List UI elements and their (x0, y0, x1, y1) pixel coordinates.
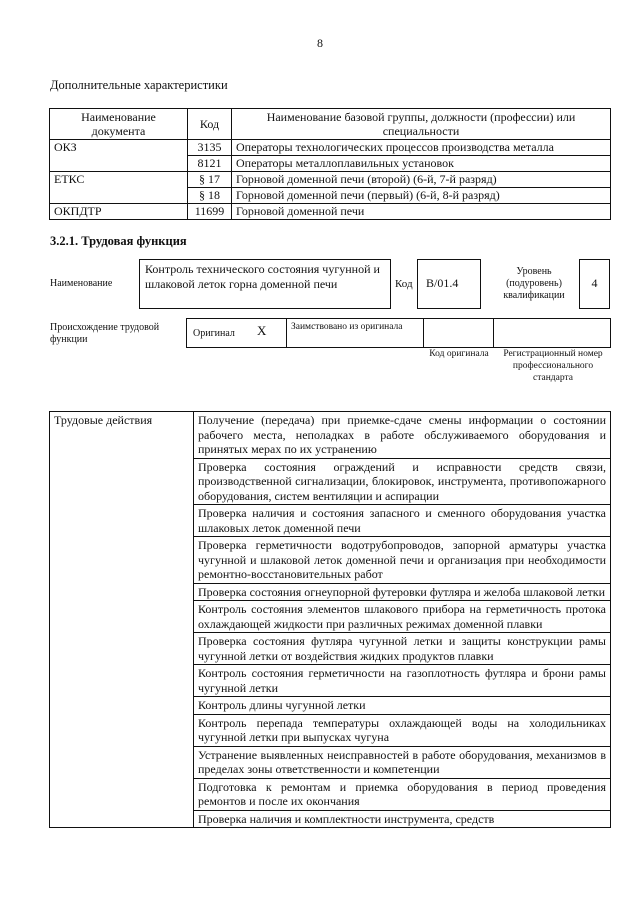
labor-action-item: Контроль состояния элементов шлакового прибора на герметичность протока охлаждающей жидкости при различных режимах доменной плавки (194, 601, 611, 633)
origin-label: Происхождение трудовой функции (50, 322, 160, 345)
name-cell: Операторы металлоплавильных установок (232, 156, 611, 172)
labor-action-item: Проверка состояния футляра чугунной летки и защиты конструкции рамы чугунной летки от воздействия жидких продуктов плавки (194, 633, 611, 665)
level-value: 4 (579, 259, 610, 309)
subsection-title: 3.2.1. Трудовая функция (50, 234, 187, 248)
code-cell: 11699 (188, 204, 232, 220)
labor-action-item: Контроль длины чугунной летки (194, 697, 611, 715)
code-cell: 8121 (188, 156, 232, 172)
labor-action-item: Получение (передача) при приемке-сдаче смены информации о состоянии рабочего места, неполадках в работе обслуживаемого оборудования и принятых мерах по их устранению (194, 412, 611, 459)
divider (423, 319, 424, 347)
labor-action-item: Проверка состояния огнеупорной футеровки футляра и желоба шлаковой летки (194, 583, 611, 601)
labor-actions-label: Трудовые действия (50, 412, 194, 828)
code-cell: § 17 (188, 172, 232, 188)
labor-action-item: Контроль состояния герметичности на газоплотность футляра и брони рамы чугунной летки (194, 665, 611, 697)
function-name-value: Контроль технического состояния чугунной и шлаковой леток горна доменной печи (139, 259, 391, 309)
table-row (50, 412, 611, 459)
code-original-caption: Код оригинала (429, 349, 489, 359)
labor-action-item: Проверка состояния ограждений и исправности средств связи, производственной сигнализации, блокировок, инструмента, противопожарного оборудования, систем вентиляции и аспирации (194, 458, 611, 505)
doc-cell: ЕТКС (50, 172, 188, 204)
additional-characteristics-table (49, 108, 611, 220)
name-cell: Горновой доменной печи (второй) (6-й, 7-й разряд) (232, 172, 611, 188)
origin-row (186, 318, 611, 348)
original-label: Оригинал (193, 328, 235, 339)
divider (286, 319, 287, 347)
original-checkmark: X (257, 323, 267, 338)
header-document: Наименование документа (50, 109, 188, 140)
table-header-row (50, 109, 611, 140)
level-label: Уровень (подуровень) квалификации (503, 266, 565, 301)
page-number: 8 (317, 36, 323, 50)
labor-action-item: Проверка наличия и комплектности инструмента, средств (194, 810, 611, 828)
labor-action-item: Подготовка к ремонтам и приемка оборудования в период проведения ремонтов и после их окончания (194, 778, 611, 810)
divider (493, 319, 494, 347)
section-heading: Дополнительные характеристики (50, 78, 228, 92)
labor-action-item: Устранение выявленных неисправностей в работе оборудования, механизмов в пределах зоны ответственности и компетенции (194, 746, 611, 778)
name-cell: Операторы технологических процессов производства металла (232, 140, 611, 156)
header-code: Код (188, 109, 232, 140)
labor-actions-table (49, 411, 611, 828)
header-group-name: Наименование базовой группы, должности (профессии) или специальности (232, 109, 611, 140)
registration-number-caption: Регистрационный номер профессионального стандарта (503, 349, 603, 383)
code-cell: § 18 (188, 188, 232, 204)
name-cell: Горновой доменной печи (первый) (6-й, 8-й разряд) (232, 188, 611, 204)
function-name-label: Наименование (50, 278, 113, 289)
table-row (50, 204, 611, 220)
labor-action-item: Контроль перепада температуры охлаждающей воды на холодильниках чугунной летки при выпусках чугуна (194, 714, 611, 746)
code-cell: 3135 (188, 140, 232, 156)
code-label: Код (395, 278, 413, 290)
labor-action-item: Проверка герметичности водотрубопроводов, запорной арматуры участка чугунной и шлаковой леток доменной печи и организация при необходимости ремонтно-восстановительных работ (194, 537, 611, 584)
name-cell: Горновой доменной печи (232, 204, 611, 220)
table-row (50, 172, 611, 188)
doc-cell: ОКПДТР (50, 204, 188, 220)
labor-action-item: Проверка наличия и состояния запасного и сменного оборудования участка шлаковых леток доменной печи (194, 505, 611, 537)
function-code-value: В/01.4 (417, 259, 481, 309)
doc-cell: ОКЗ (50, 140, 188, 172)
table-row (50, 140, 611, 156)
borrowed-label: Заимствовано из оригинала (291, 322, 403, 332)
